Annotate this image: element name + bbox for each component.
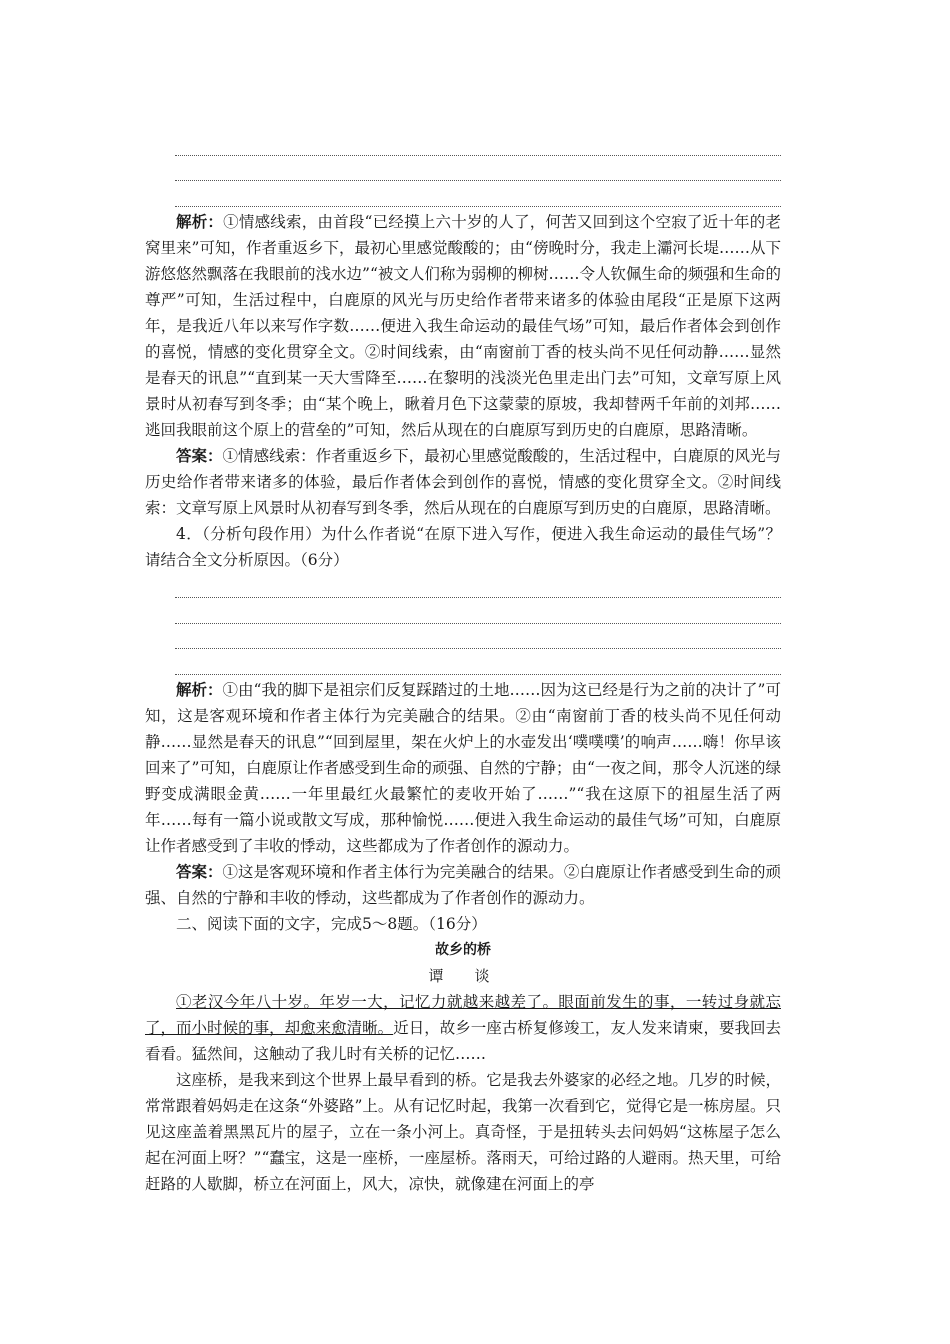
q3-answer [145, 443, 781, 521]
answer-text: ①情感线索：作者重返乡下，最初心里感觉酸酸的，生活过程中，白鹿原的风光与历史给作者带来诸多的体验，最后作者体会到创作的喜悦，情感的变化贯穿全文。②时间线索：文章写原上风景时从初春写到冬季，然后从现在的白鹿原写到历史的白鹿原，思路清晰。 [145, 446, 781, 517]
underlined-sentence: ①老汉今年八十岁。年岁一大，记忆力就越来越差了。眼面前发生的事，一转过身就忘了，而小时候的事，却愈来愈清晰。 [145, 992, 781, 1037]
answer-label: 答案： [176, 861, 223, 881]
q4-answer [145, 859, 781, 911]
answer-line[interactable] [175, 573, 781, 599]
answer-lines-q4 [175, 573, 781, 675]
section-heading: 二、阅读下面的文字，完成5～8题。（16分） [176, 914, 487, 933]
q4-analysis [145, 677, 781, 859]
answer-lines-q3 [175, 130, 781, 207]
analysis-text: ①情感线索，由首段“已经摸上六十岁的人了，何苦又回到这个空寂了近十年的老窝里来”可知，作者重返乡下，最初心里感觉酸酸的；由“傍晚时分，我走上灞河长堤……从下游悠悠然飘落在我眼前的浅水边”“被文人们称为弱柳的柳树……令人钦佩生命的频强和生命的尊严”可知，生活过程中，白鹿原的风光与历史给作者带来诸多的体验由尾段“正是原下这两年，是我近八年以来写作字数……便进入我生命运动的最佳气场”可知，最后作者体会到创作的喜悦，情感的变化贯穿全文。②时间线索，由“南窗前丁香的枝头尚不见任何动静……显然是春天的讯息”“直到某一天大雪降至……在黎明的浅淡光色里走出门去”可知，文章写原上风景时从初春写到冬季；由“某个晚上，瞅着月色下这蒙蒙的原坡，我却替两千年前的刘邦……逃回我眼前这个原上的营垒的”可知，然后从现在的白鹿原写到历史的白鹿原，思路清晰。 [145, 212, 781, 439]
article-title: 故乡的桥 [435, 941, 491, 958]
answer-text: ①这是客观环境和作者主体行为完美融合的结果。②白鹿原让作者感受到生命的顽强、自然的宁静和丰收的悸动，这些都成为了作者创作的源动力。 [145, 862, 781, 907]
answer-label: 答案： [176, 445, 223, 465]
analysis-label: 解析： [176, 679, 223, 699]
answer-line[interactable] [175, 156, 781, 182]
analysis-text: ①由“我的脚下是祖宗们反复踩踏过的土地……因为这已经是行为之前的决计了”可知，这是客观环境和作者主体行为完美融合的结果。②由“南窗前丁香的枝头尚不见任何动静……显然是春天的讯息”“回到屋里，架在火炉上的水壶发出‘噗噗噗’的响声……嗨！你早该回来了”可知，白鹿原让作者感受到生命的顽强、自然的宁静；由“一夜之间，那令人沉迷的绿野变成满眼金黄……一年里最红火最繁忙的麦收开始了……”“我在这原下的祖屋生活了两年……每有一篇小说或散文写成，那种愉悦……便进入我生命运动的最佳气场”可知，白鹿原让作者感受到了丰收的悸动，这些都成为了作者创作的源动力。 [145, 680, 781, 855]
analysis-label: 解析： [176, 211, 224, 231]
answer-line[interactable] [175, 181, 781, 207]
answer-line[interactable] [175, 598, 781, 624]
article-paragraph-1: ①老汉今年八十岁。年岁一大，记忆力就越来越差了。眼面前发生的事，一转过身就忘了，而小时候的事，却愈来愈清晰。近日，故乡一座古桥复修竣工，友人发来请柬，要我回去看看。猛然间，这触动了我儿时有关桥的记忆…… [145, 992, 781, 1063]
article-paragraph-2: 这座桥，是我来到这个世界上最早看到的桥。它是我去外婆家的必经之地。几岁的时候，常常跟着妈妈走在这条“外婆路”上。从有记忆时起，我第一次看到它，觉得它是一栋房屋。只见这座盖着黑黑瓦片的屋子，立在一条小河上。真奇怪，于是扭转头去问妈妈“这栋屋子怎么起在河面上呀？”“蠢宝，这是一座桥，一座屋桥。落雨天，可给过路的人避雨。热天里，可给赶路的人歇脚，桥立在河面上，风大，凉快，就像建在河面上的亭 [145, 1070, 781, 1193]
q3-analysis [145, 209, 781, 443]
article-author: 谭 谈 [428, 966, 498, 985]
answer-line[interactable] [175, 624, 781, 650]
answer-line[interactable] [175, 649, 781, 675]
answer-line[interactable] [175, 130, 781, 156]
page-content [145, 130, 781, 1197]
q4-question: 4．（分析句段作用）为什么作者说“在原下进入写作，便进入我生命运动的最佳气场”？请结合全文分析原因。（6分） [145, 524, 781, 569]
